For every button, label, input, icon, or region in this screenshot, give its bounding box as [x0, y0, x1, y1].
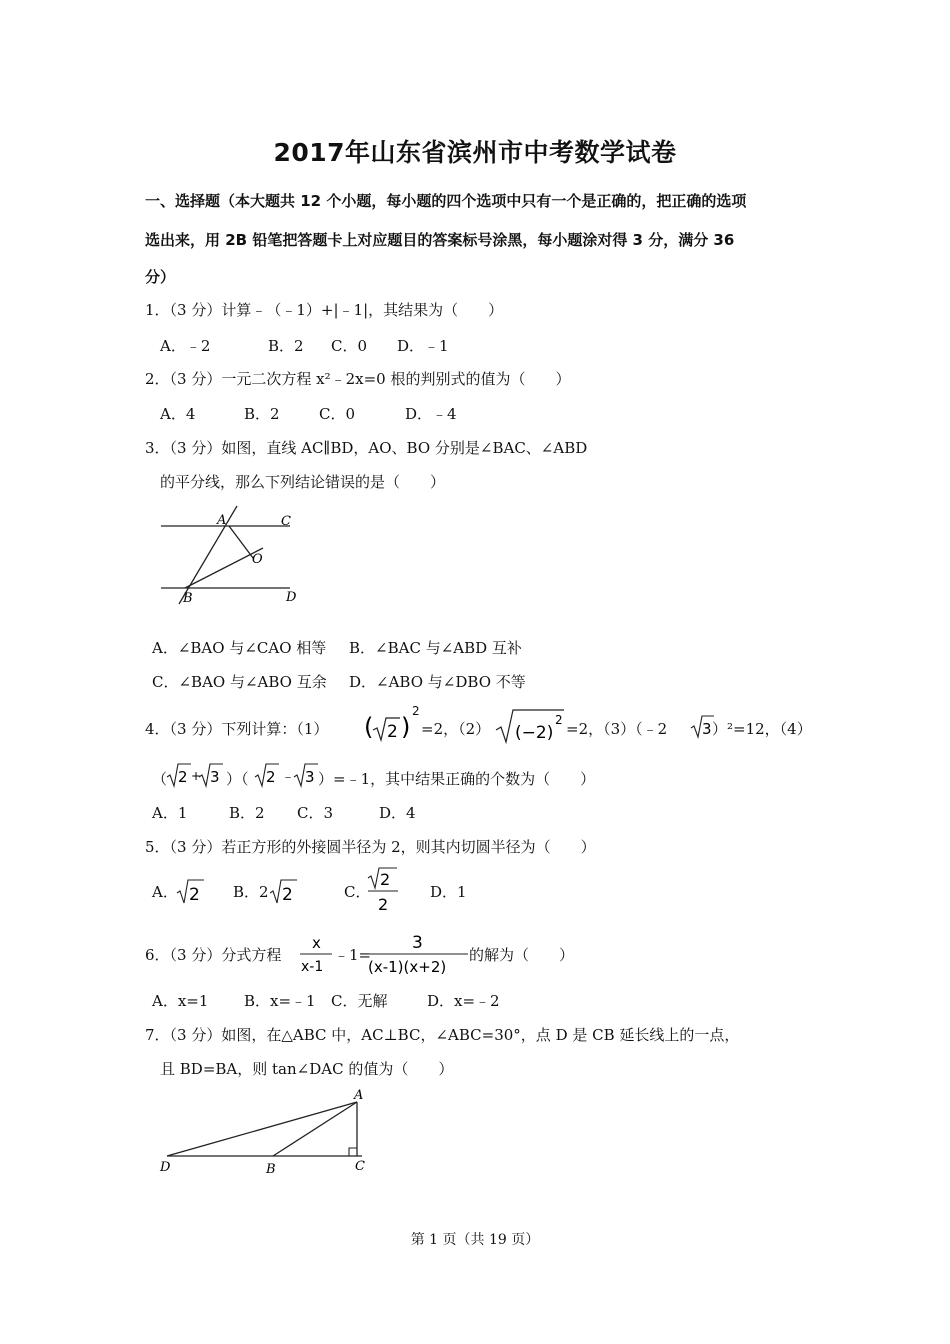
figure3-label-d: D — [286, 590, 297, 605]
question-5-option-a: A． — [152, 883, 178, 901]
q5-option-b-sqrt — [269, 876, 299, 906]
question-4-stem-c: =2，（3）（﹣2 — [566, 720, 668, 738]
q4-expr4b-sqrt3: 3 — [305, 768, 315, 786]
question-6-option-d: D．x=﹣2 — [427, 992, 500, 1010]
question-2-stem: 2．（3 分）一元二次方程 x²﹣2x=0 根的判别式的值为（ ） — [145, 370, 571, 388]
question-5-stem: 5．（3 分）若正方形的外接圆半径为 2，则其内切圆半径为（ ） — [145, 838, 596, 856]
q5-option-c-denominator: 2 — [378, 895, 389, 914]
question-4-option-d: D．4 — [379, 804, 416, 822]
q4-expr2-radicand: (−2) — [515, 723, 554, 743]
figure3-label-b: B — [183, 591, 193, 606]
question-1-option-b: B．2 — [268, 337, 304, 355]
question-5-option-b: B．2 — [233, 883, 269, 901]
section-header-line3: 分） — [145, 268, 176, 286]
question-4-line2-c: ）=﹣1，其中结果正确的个数为（ ） — [318, 770, 596, 788]
q6-fraction-2-den: (x-1)(x+2) — [368, 958, 447, 976]
question-6-stem-c: 的解为（ ） — [469, 946, 575, 964]
question-3-stem-line1: 3．（3 分）如图，直线 AC∥BD，AO、BO 分别是∠BAC、∠ABD — [145, 439, 588, 457]
q6-fraction-1-den: x-1 — [301, 959, 324, 975]
q4-expr3-radicand: 3 — [702, 720, 712, 738]
question-7-figure — [155, 1085, 385, 1180]
question-6-option-a: A．x=1 — [152, 992, 209, 1010]
question-4-stem-a: 4．（3 分）下列计算：（1） — [145, 720, 329, 738]
q6-fraction-2-num: 3 — [412, 933, 423, 953]
question-4-option-c: C．3 — [297, 804, 334, 822]
question-4-stem-b: =2，（2） — [421, 720, 491, 738]
question-3-stem-line2: 的平分线，那么下列结论错误的是（ ） — [160, 473, 446, 491]
q4-expr4a — [166, 760, 226, 790]
q4-expr4b-sqrt2: 2 — [266, 768, 276, 786]
q6-fraction-1 — [298, 932, 338, 978]
question-1-option-d: D．﹣1 — [397, 337, 449, 355]
question-2-option-b: B．2 — [244, 405, 280, 423]
figure3-label-c: C — [281, 514, 291, 529]
q6-fraction-1-num: x — [312, 934, 321, 952]
question-2-option-c: C．0 — [319, 405, 356, 423]
q4-expr4a-plus: + — [191, 769, 202, 783]
question-3-option-d: D．∠ABO 与∠DBO 不等 — [349, 673, 526, 691]
question-3-option-a: A．∠BAO 与∠CAO 相等 — [152, 639, 327, 657]
q5-option-a-sqrt — [176, 876, 206, 906]
question-2-option-d: D．﹣4 — [405, 405, 457, 423]
q4-expr1 — [364, 708, 412, 744]
figure7-label-d: D — [160, 1160, 171, 1175]
question-1-option-c: C．0 — [331, 337, 368, 355]
figure3-label-o: O — [252, 552, 263, 567]
question-6-option-b: B．x=﹣1 — [244, 992, 316, 1010]
figure7-label-a: A — [354, 1088, 364, 1103]
section-header-line1: 一、选择题（本大题共 12 个小题，每小题的四个选项中只有一个是正确的，把正确的选项 — [145, 192, 747, 210]
question-3-option-c: C．∠BAO 与∠ABO 互余 — [152, 673, 327, 691]
question-7-stem-line2: 且 BD=BA，则 tan∠DAC 的值为（ ） — [160, 1060, 454, 1078]
question-5-option-d: D．1 — [430, 883, 467, 901]
q4-expr1-exponent: 2 — [412, 704, 420, 718]
question-7-stem-line1: 7．（3 分）如图，在△ABC 中，AC⊥BC，∠ABC=30°，点 D 是 CB 延长线上的一点， — [145, 1026, 740, 1044]
q4-expr4a-sqrt2: 2 — [178, 768, 188, 786]
q4-expr2-exponent: 2 — [555, 713, 563, 727]
question-1-stem: 1．（3 分）计算﹣（﹣1）+|﹣1|，其结果为（ ） — [145, 301, 504, 319]
question-4-option-b: B．2 — [229, 804, 265, 822]
q5-option-a-radicand: 2 — [189, 885, 200, 905]
question-2-option-a: A．4 — [160, 405, 196, 423]
q5-option-c-fraction — [366, 866, 402, 916]
question-4-line2-a: （ — [152, 770, 168, 788]
svg-text:): ) — [401, 713, 411, 741]
svg-text:(: ( — [364, 713, 374, 741]
question-3-figure — [155, 500, 315, 610]
q5-option-c-radicand: 2 — [380, 870, 391, 889]
q4-expr4b — [254, 760, 322, 790]
section-header-line2: 选出来，用 2B 铅笔把答题卡上对应题目的答案标号涂黑，每小题涂对得 3 分，满分 36 — [145, 231, 735, 249]
q4-expr1-radicand: 2 — [387, 722, 398, 742]
question-6-stem-b: ﹣1= — [334, 946, 372, 964]
question-5-option-c: C． — [344, 883, 371, 901]
question-4-line2-b: ）（ — [226, 770, 249, 788]
page-title: 2017年山东省滨州市中考数学试卷 — [273, 138, 677, 167]
figure7-label-c: C — [355, 1159, 365, 1174]
figure7-label-b: B — [266, 1162, 276, 1177]
q4-expr2 — [494, 706, 572, 746]
q4-expr3-sqrt — [690, 712, 714, 740]
q5-option-b-radicand: 2 — [282, 885, 293, 905]
question-4-option-a: A．1 — [152, 804, 188, 822]
question-6-option-c: C．无解 — [331, 992, 388, 1010]
page-footer: 第 1 页（共 19 页） — [410, 1232, 540, 1248]
q4-expr4a-sqrt3: 3 — [210, 768, 220, 786]
question-4-stem-d: ）²=12，（4） — [712, 720, 812, 738]
q6-fraction-2 — [366, 930, 470, 978]
question-3-option-b: B．∠BAC 与∠ABD 互补 — [349, 639, 522, 657]
figure3-label-a: A — [217, 513, 227, 528]
q4-expr4b-minus: ﹣ — [281, 769, 295, 785]
question-1-option-a: A．﹣2 — [160, 337, 211, 355]
question-6-stem-a: 6．（3 分）分式方程 — [145, 946, 282, 964]
